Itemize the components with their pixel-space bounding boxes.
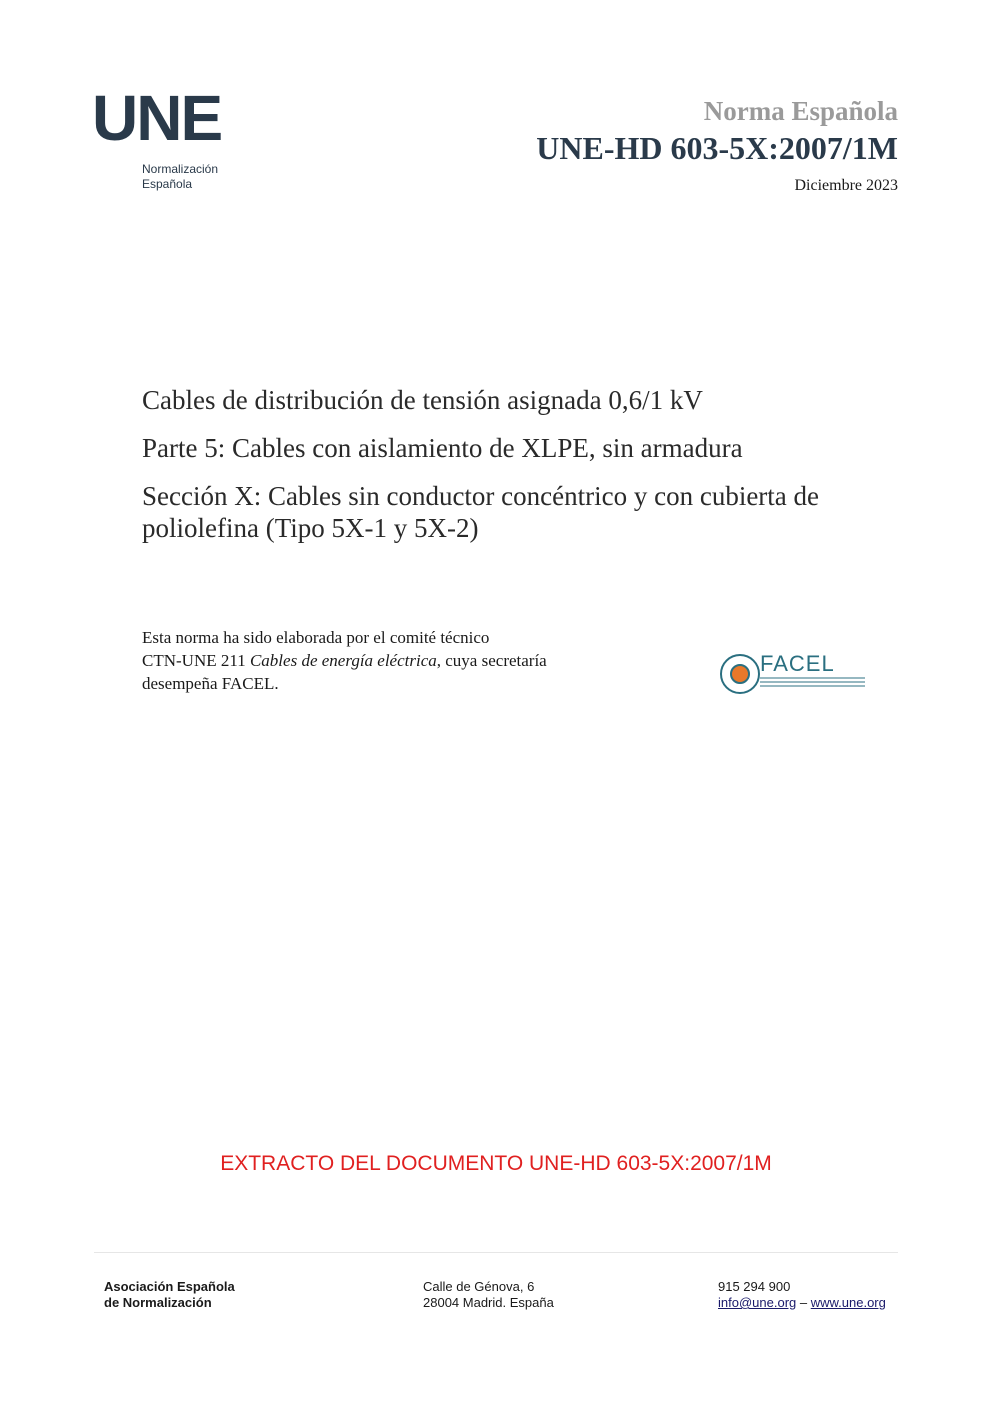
une-logo-line2: Española <box>142 177 193 191</box>
standard-code: UNE-HD 603-5X:2007/1M <box>536 130 898 166</box>
committee-line3: desempeña FACEL. <box>142 674 279 693</box>
footer-divider <box>94 1252 898 1253</box>
une-logo <box>92 82 252 198</box>
footer-addr-line1: Calle de Génova, 6 <box>423 1279 535 1294</box>
committee-suffix: , cuya secretaría <box>436 651 547 670</box>
footer-org-line1: Asociación Española <box>104 1279 235 1294</box>
committee-name: Cables de energía eléctrica <box>249 651 437 670</box>
une-logo-word: UNE <box>92 82 222 154</box>
facel-logo-word: FACEL <box>760 651 835 676</box>
une-logo-line1: Normalización <box>142 162 219 176</box>
committee-ctn: CTN-UNE 211 <box>142 651 250 670</box>
committee-note <box>142 626 662 695</box>
committee-line2 <box>142 649 662 672</box>
facel-logo <box>720 652 865 698</box>
footer-address <box>423 1279 554 1311</box>
footer-addr-line2: 28004 Madrid. España <box>423 1295 554 1310</box>
footer-contact <box>718 1279 886 1311</box>
une-logo-subtitle <box>142 162 218 192</box>
publication-date: Diciembre 2023 <box>794 177 898 194</box>
document-titles <box>142 384 902 560</box>
footer-links <box>718 1295 886 1311</box>
footer-phone: 915 294 900 <box>718 1279 791 1294</box>
title-part: Parte 5: Cables con aislamiento de XLPE, sin armadura <box>142 433 743 463</box>
title-section: Sección X: Cables sin conductor concéntrico y con cubierta de poliolefina (Tipo 5X-1 y 5X-2) <box>142 481 820 543</box>
facel-cable-icon <box>720 654 760 694</box>
title-main: Cables de distribución de tensión asignada 0,6/1 kV <box>142 385 703 415</box>
committee-line1: Esta norma ha sido elaborada por el comité técnico <box>142 628 490 647</box>
website-link[interactable]: www.une.org <box>810 1295 886 1310</box>
footer-separator: – <box>796 1295 811 1310</box>
standard-kind: Norma Española <box>703 96 898 126</box>
extract-notice: EXTRACTO DEL DOCUMENTO UNE-HD 603-5X:2007/1M <box>220 1152 772 1175</box>
email-link[interactable]: info@une.org <box>718 1295 797 1310</box>
footer-org-line2: de Normalización <box>104 1295 212 1310</box>
facel-tagline-graphic <box>760 677 865 691</box>
footer-organization <box>104 1279 235 1311</box>
